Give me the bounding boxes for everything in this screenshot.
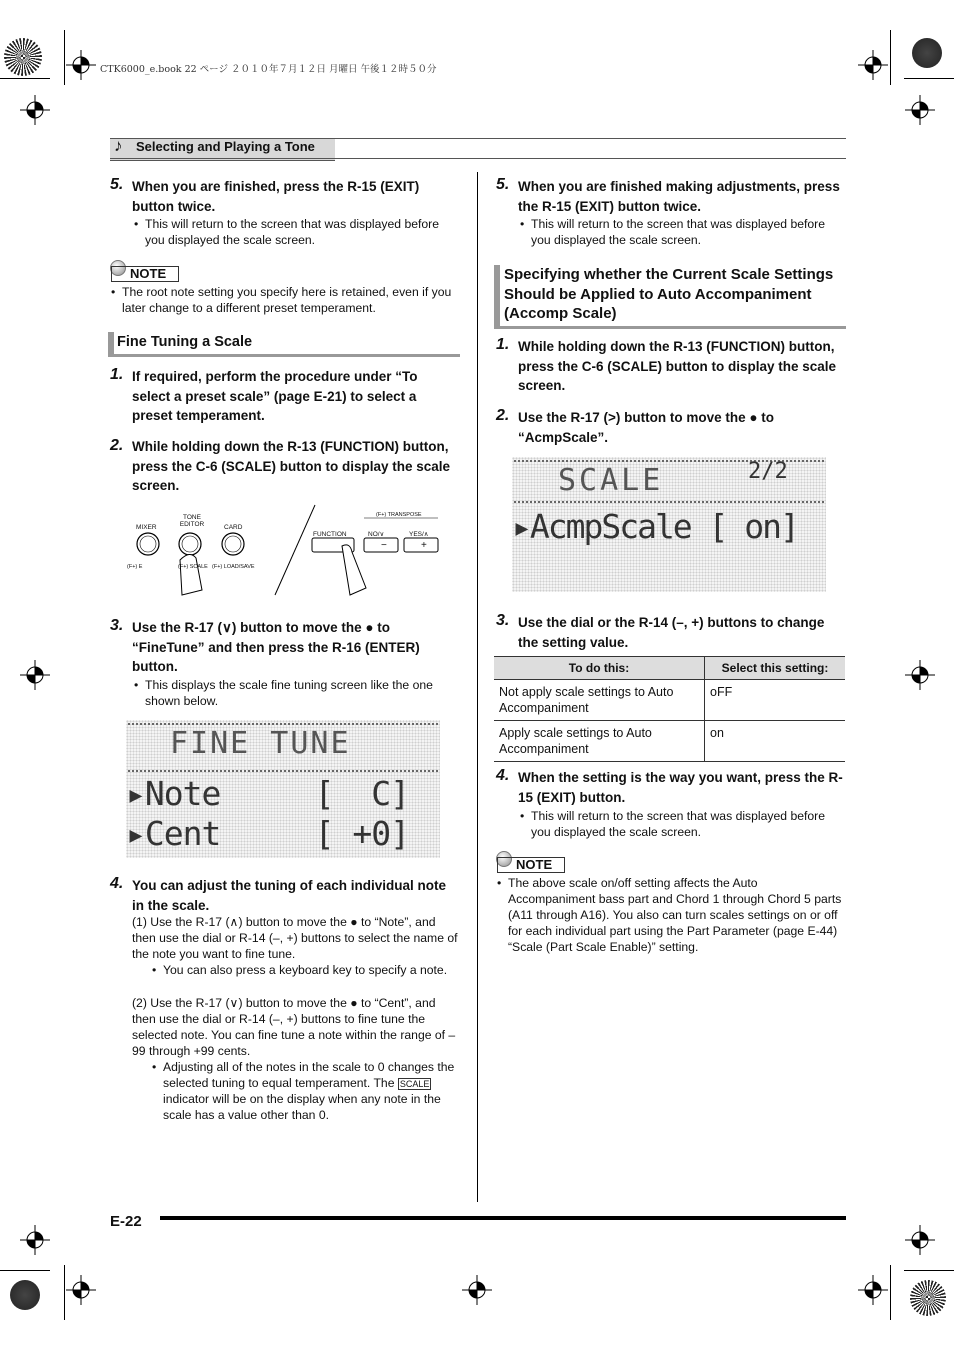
section-heading: Specifying whether the Current Scale Settings Should be Applied to Auto Accompaniment (Accomp Scale) [494, 265, 846, 329]
panel-label-tone-editor: TONE EDITOR [179, 514, 205, 528]
crop-mark [890, 1265, 891, 1320]
table-cell: oFF [705, 680, 846, 721]
column-divider [477, 172, 478, 1202]
lcd-line-3: ▸Cent [ +0] [126, 814, 410, 853]
table-header-row [494, 657, 845, 680]
lcd-page: 2/2 [748, 459, 788, 484]
crosshair-mark [858, 50, 888, 80]
note-text: • The root note setting you specify here is retained, even if you later change to a different preset temperament. [111, 285, 452, 315]
step-number: 4. [496, 767, 510, 784]
step-number: 3. [110, 617, 124, 634]
step-text: While holding down the R-13 (FUNCTION) button, press the C-6 (SCALE) button to display the scale screen. [518, 339, 837, 393]
crop-mark [904, 1270, 954, 1271]
page-number: E-22 [110, 1213, 142, 1230]
step-number: 2. [110, 437, 124, 454]
crosshair-mark [905, 1225, 935, 1255]
scale-indicator-icon: SCALE [399, 1078, 430, 1089]
crosshair-mark [20, 95, 50, 125]
note-text: • The above scale on/off setting affects the Auto Accompaniment bass part and Chord 1 through Chord 5 parts (A11 through A16). You also can turn scales settings on or off for each individual part using the Part Parameter (page E-44) “Scale (Part Scale Enable)” setting. [497, 876, 842, 954]
crosshair-mark [20, 1225, 50, 1255]
registration-mark [10, 1280, 40, 1310]
panel-button-plus: + [421, 540, 427, 551]
lcd-display-scale [512, 457, 826, 592]
step-text: While holding down the R-13 (FUNCTION) button, press the C-6 (SCALE) button to display the scale screen. [132, 439, 451, 493]
registration-mark [912, 38, 942, 68]
lcd-display-finetune [126, 720, 440, 858]
note-label: NOTE [497, 857, 565, 873]
panel-label-f-e: (F+) E [127, 564, 143, 570]
crop-mark [890, 30, 891, 85]
step-number: 1. [496, 336, 510, 353]
substep-1: (1) Use the R-17 (∧) button to move the ● to “Note”, and then use the dial or R-14 (–, +) buttons to select the name of the note you want to fine tune. [132, 915, 458, 961]
lcd-line-2: ▸Note [ C] [126, 774, 410, 813]
music-note-icon: ♪ [114, 136, 123, 155]
panel-label-card: CARD [224, 524, 243, 531]
table-cell: Apply scale settings to Auto Accompaniment [494, 721, 705, 762]
step-number: 3. [496, 612, 510, 629]
bullet-text: • This will return to the screen that was displayed before you displayed the scale screen. [520, 217, 825, 247]
crosshair-mark [66, 1275, 96, 1305]
section-title: Selecting and Playing a Tone [136, 139, 315, 154]
crosshair-mark [462, 1275, 492, 1305]
lcd-line-2: ▸AcmpScale [ on] [512, 507, 798, 546]
section-header [110, 138, 846, 159]
crosshair-mark [905, 660, 935, 690]
crop-mark [904, 78, 954, 79]
step-text: When the setting is the way you want, press the R-15 (EXIT) button. [518, 770, 843, 805]
step-text: Use the dial or the R-14 (–, +) buttons to change the setting value. [518, 615, 825, 650]
table-header: To do this: [494, 657, 705, 680]
table-cell: on [705, 721, 846, 762]
settings-table [494, 656, 845, 762]
step-text: Use the R-17 (>) button to move the ● to “AcmpScale”. [518, 410, 775, 445]
lcd-line-1: SCALE [558, 463, 664, 498]
table-cell: Not apply scale settings to Auto Accompaniment [494, 680, 705, 721]
lcd-line-1: FINE TUNE [170, 726, 351, 761]
panel-label-transpose: (F+) TRANSPOSE [376, 512, 422, 518]
panel-label-f-scale: (F+) SCALE [178, 564, 208, 570]
bullet-text: • This will return to the screen that was displayed before you displayed the scale screen. [134, 217, 439, 247]
step-number: 5. [110, 176, 124, 193]
panel-button-minus: − [381, 540, 387, 551]
substep-1-bullet: • You can also press a keyboard key to specify a note. [152, 963, 448, 977]
bullet-text: • This displays the scale fine tuning screen like the one shown below. [134, 678, 433, 708]
table-row [494, 721, 845, 762]
registration-mark [910, 1280, 946, 1316]
step-number: 2. [496, 407, 510, 424]
panel-label-yes: YES/∧ [409, 531, 429, 538]
crosshair-mark [905, 95, 935, 125]
substep-2-bullet: • Adjusting all of the notes in the scale to 0 changes the selected tuning to equal temperament. The SCALE indicator will be on the display when any note in the scale has a value other than 0. [152, 1060, 455, 1122]
crosshair-mark [66, 50, 96, 80]
crop-mark [0, 78, 50, 79]
panel-label-function: FUNCTION [313, 531, 347, 538]
step-text: You can adjust the tuning of each individual note in the scale. [132, 878, 447, 913]
step-number: 4. [110, 875, 124, 892]
step-number: 1. [110, 366, 124, 383]
panel-label-no: NO/∨ [368, 531, 385, 538]
step-text: If required, perform the procedure under “To select a preset scale” (page E-21) to select a preset temperament. [132, 369, 418, 423]
bullet-text: • This will return to the screen that was displayed before you displayed the scale screen. [520, 809, 825, 839]
step-text: When you are finished, press the R-15 (EXIT) button twice. [132, 179, 420, 214]
subsection-heading: Fine Tuning a Scale [108, 332, 460, 357]
substep-2: (2) Use the R-17 (∨) button to move the ● to “Cent”, and then use the dial or R-14 (–, +) buttons to fine tune the selected note. You can fine tune a note within the range of –99 through +99 cents. [132, 996, 456, 1058]
step-text: When you are finished making adjustments, press the R-15 (EXIT) button twice. [518, 179, 840, 214]
panel-label-mixer: MIXER [136, 524, 157, 531]
table-row [494, 680, 845, 721]
note-label: NOTE [111, 266, 179, 282]
crop-mark [0, 1270, 50, 1271]
crosshair-mark [20, 660, 50, 690]
print-header: CTK6000_e.book 22 ページ ２０１０年７月１２日 月曜日 午後１２時５０分 [100, 64, 437, 75]
crosshair-mark [858, 1275, 888, 1305]
registration-mark [4, 38, 42, 76]
panel-label-f-load: (F+) LOAD/SAVE [212, 564, 255, 570]
step-number: 5. [496, 176, 510, 193]
crop-mark [64, 30, 65, 85]
step-text: Use the R-17 (∨) button to move the ● to “FineTune” and then press the R-16 (ENTER) button. [132, 620, 420, 674]
footer-rule [160, 1216, 846, 1220]
crop-mark [64, 1265, 65, 1320]
table-header: Select this setting: [705, 657, 846, 680]
